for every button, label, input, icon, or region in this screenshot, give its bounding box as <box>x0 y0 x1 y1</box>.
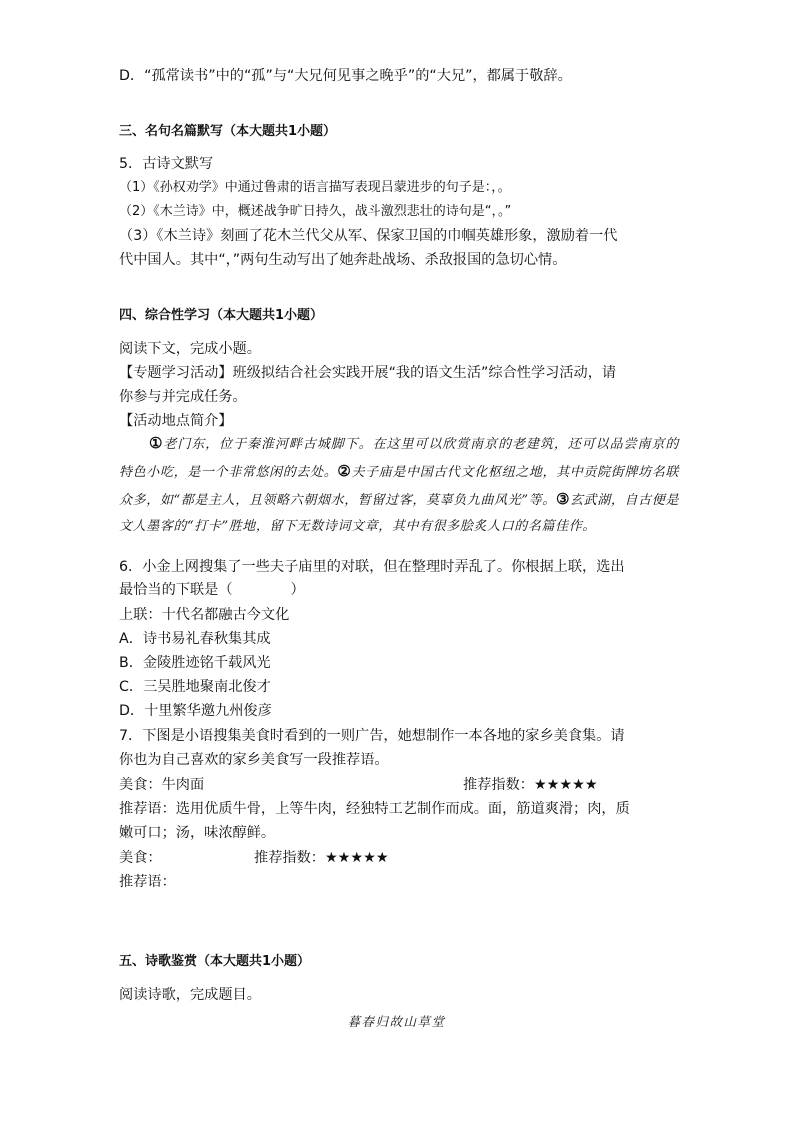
question-5-title: 5．古诗文默写 <box>119 156 214 172</box>
question-6-close-paren: ） <box>290 582 305 598</box>
option-a: A．诗书易礼春秋集其成 <box>119 631 271 647</box>
poem-title: 暮春归故山草堂 <box>347 1014 446 1029</box>
question-5-2: （2）《木兰诗》中，概述战争旷日持久，战斗激烈悲壮的诗句是“，。” <box>119 204 512 219</box>
location-passage <box>119 430 679 540</box>
passage-part-1: 老门东，位于秦淮河畔古城脚下。在这里可以欣赏南京的老建筑，还可以品尝南京的特色小吃，是一个非常悠闲的去处。 <box>119 437 679 480</box>
option-d-line: D．“孤常读书”中的“孤”与“大兄何见事之晚乎”的“大兄”，都属于敬辞。 <box>119 68 572 84</box>
passage-part-3: 玄武湖，自古便是文人墨客的“打卡”胜地，留下无数诗词文章，其中有很多脍炙人口的名篇佳作。 <box>119 493 679 534</box>
section-5-heading: 五、诗歌鉴赏（本大题共1小题） <box>119 954 311 969</box>
question-5-3-line2: 代中国人。其中“，”两句生动写出了她奔赴战场、杀敌报国的急切心情。 <box>119 252 567 268</box>
passage-part-2: 夫子庙是中国古代文化枢纽之地，其中贡院街牌坊名联众多，如“都是主人，且领略六朝烟水，暂留过客，莫辜负九曲风光”等。 <box>119 465 679 508</box>
upper-couplet: 上联：十代名都融古今文化 <box>119 607 290 623</box>
read-poem-instruction: 阅读诗歌，完成题目。 <box>119 987 261 1003</box>
food-2-recommendation: 推荐语： <box>119 874 176 890</box>
food-1-rating: 推荐指数：★★★★★ <box>463 777 598 793</box>
question-6-prompt: 最恰当的下联是（ <box>119 582 233 598</box>
topic-activity-line1: 【专题学习活动】班级拟结合社会实践开展“我的语文生活”综合性学习活动，请 <box>119 365 617 381</box>
circled-number-2: ② <box>337 462 352 480</box>
question-7-line2: 你也为自己喜欢的家乡美食写一段推荐语。 <box>119 752 389 768</box>
read-instruction: 阅读下文，完成小题。 <box>119 341 261 357</box>
food-1-name: 美食：牛肉面 <box>119 777 205 793</box>
question-6-line1: 6．小金上网搜集了一些夫子庙里的对联，但在整理时弄乱了。你根据上联，选出 <box>119 559 625 575</box>
circled-number-3: ③ <box>555 490 571 508</box>
question-5-3-line1: （3）《木兰诗》刻画了花木兰代父从军、保家卫国的巾帼英雄形象，激励着一代 <box>119 228 618 244</box>
question-7-line1: 7．下图是小语搜集美食时看到的一则广告，她想制作一本各地的家乡美食集。请 <box>119 728 625 744</box>
option-d: D．十里繁华邀九州俊彦 <box>119 703 272 719</box>
food-1-recommendation-line2: 嫩可口；汤，味浓醇鲜。 <box>119 825 276 841</box>
section-4-heading: 四、综合性学习（本大题共1小题） <box>119 308 324 323</box>
topic-activity-line2: 你参与并完成任务。 <box>119 389 247 405</box>
question-5-1: （1）《孙权劝学》中通过鲁肃的语言描写表现吕蒙进步的句子是：，。 <box>119 180 511 195</box>
food-1-recommendation-line1: 推荐语：选用优质牛骨，上等牛肉，经独特工艺制作而成。面，筋道爽滑；肉，质 <box>119 801 630 817</box>
food-2-rating: 推荐指数：★★★★★ <box>254 850 389 866</box>
food-2-name: 美食： <box>119 850 162 866</box>
circled-number-1: ① <box>149 434 164 452</box>
option-b: B．金陵胜迹铭千载风光 <box>119 655 271 671</box>
section-3-heading: 三、名句名篇默写（本大题共1小题） <box>119 124 337 139</box>
option-c: C．三吴胜地聚南北俊才 <box>119 679 271 695</box>
activity-location-heading: 【活动地点简介】 <box>119 413 233 429</box>
question-6-line2 <box>119 580 305 600</box>
